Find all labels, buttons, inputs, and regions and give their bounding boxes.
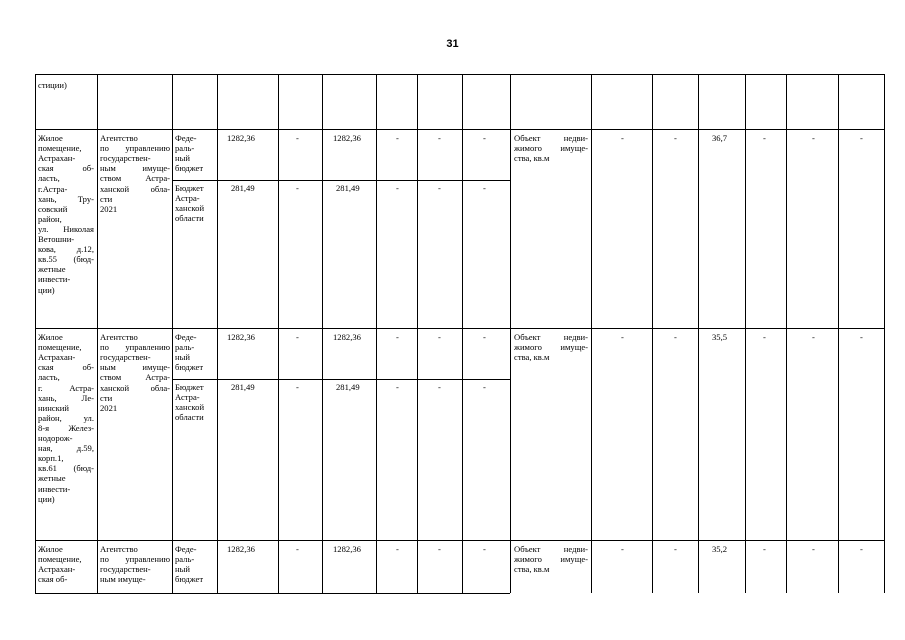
indicator-value: - (763, 133, 766, 143)
indicator-name-text: Объект недви- (514, 133, 588, 143)
table-right-border (884, 74, 885, 593)
object-address-text: совский (38, 203, 68, 214)
funding-source-regional: ханской (175, 402, 205, 413)
table-column-border (698, 74, 699, 593)
table-row-separator (35, 129, 885, 130)
object-address-text: инвести- (38, 274, 71, 285)
responsible-agency-text: 2021 (100, 402, 118, 413)
funding-value-federal: 1282,36 (333, 544, 361, 554)
indicator-name-text: жимого имуще- (514, 342, 588, 353)
funding-value-federal: - (483, 133, 486, 143)
object-address-text: кова, д.12, (38, 244, 94, 255)
table-column-border (172, 74, 173, 593)
object-address-text: ции) (38, 493, 55, 504)
funding-value-federal: 1282,36 (333, 133, 361, 143)
responsible-agency-text: Агентство (100, 332, 138, 342)
indicator-name-text: Объект недви- (514, 544, 588, 554)
table-column-border (35, 74, 36, 593)
object-address-text: инвести- (38, 483, 71, 494)
funding-value-regional: 281,49 (231, 382, 255, 392)
funding-value-regional: - (296, 183, 299, 193)
object-address-text: район, ул. (38, 412, 94, 423)
indicator-value: 35,5 (712, 332, 728, 342)
funding-source-regional: ханской (175, 203, 205, 214)
funding-source-federal: бюджет (175, 574, 204, 585)
indicator-value: - (812, 544, 815, 554)
indicator-name-text: ства, кв.м (514, 153, 550, 164)
funding-source-federal: Феде- (175, 133, 197, 143)
table-bottom-border (35, 593, 510, 594)
responsible-agency-text: Агентство (100, 133, 138, 143)
indicator-name-text: ства, кв.м (514, 564, 550, 575)
responsible-agency-text: 2021 (100, 203, 118, 214)
funding-value-federal: - (396, 133, 399, 143)
object-address-text: хань, Тру- (38, 193, 94, 204)
funding-value-federal: - (396, 544, 399, 554)
indicator-name-text: жимого имуще- (514, 554, 588, 565)
object-address-text: помещение, (38, 342, 82, 353)
indicator-name-text: Объект недви- (514, 332, 588, 342)
table-column-border (786, 74, 787, 593)
funding-value-regional: - (438, 382, 441, 392)
object-address-text: нинский (38, 402, 69, 413)
indicator-value: 36,7 (712, 133, 728, 143)
funding-value-federal: - (483, 544, 486, 554)
funding-source-regional: Бюджет (175, 382, 204, 392)
responsible-agency-text: государствен- (100, 153, 151, 164)
indicator-value: - (812, 133, 815, 143)
funding-source-regional: области (175, 412, 204, 423)
responsible-agency-text: по управлению (100, 554, 170, 565)
object-address-text: жетные (38, 264, 66, 275)
object-address-text: кв.61 (бюд- (38, 463, 94, 474)
object-address-text: ская об- (38, 362, 94, 373)
object-address-text: Астрахан- (38, 352, 76, 363)
funding-value-regional: - (296, 382, 299, 392)
object-text: стиции) (38, 80, 67, 90)
object-address-text: жетные (38, 473, 66, 484)
responsible-agency-text: ством Астра- (100, 173, 170, 184)
funding-source-federal: раль- (175, 342, 195, 353)
responsible-agency-text: сти (100, 193, 113, 204)
table-column-border (417, 74, 418, 593)
indicator-value: - (860, 544, 863, 554)
table-column-border (462, 74, 463, 593)
object-address-text: Ветошни- (38, 234, 75, 244)
object-address-text: нодорож- (38, 433, 73, 443)
funding-value-federal: - (296, 133, 299, 143)
indicator-value: - (674, 133, 677, 143)
object-address-text: район, (38, 213, 62, 224)
funding-value-federal: 1282,36 (227, 332, 255, 342)
object-address-text: ная, д.59, (38, 443, 94, 454)
indicator-value: - (860, 332, 863, 342)
object-address-text: кв.55 (бюд- (38, 254, 94, 265)
table-column-border (322, 74, 323, 593)
responsible-agency-text: по управлению (100, 342, 170, 353)
table-subrow-separator (172, 379, 510, 380)
indicator-value: - (674, 544, 677, 554)
funding-value-federal: - (396, 332, 399, 342)
funding-value-regional: - (483, 382, 486, 392)
responsible-agency-text: государствен- (100, 564, 151, 575)
funding-value-regional: - (438, 183, 441, 193)
funding-source-federal: ный (175, 352, 190, 363)
responsible-agency-text: ством Астра- (100, 372, 170, 383)
funding-value-regional: - (396, 382, 399, 392)
table-column-border (652, 74, 653, 593)
table-row-separator (35, 328, 885, 329)
table-column-border (838, 74, 839, 593)
object-address-text: Жилое (38, 332, 63, 342)
responsible-agency-text: ным имуще- (100, 574, 146, 585)
funding-value-federal: - (296, 544, 299, 554)
funding-source-federal: Феде- (175, 544, 197, 554)
object-address-text: Жилое (38, 133, 63, 143)
indicator-value: - (621, 133, 624, 143)
table-column-border (745, 74, 746, 593)
responsible-agency-text: ханской обла- (100, 183, 170, 194)
object-address-text: ции) (38, 284, 55, 295)
object-address-text: Жилое (38, 544, 63, 554)
object-address-text: Астрахан- (38, 564, 76, 575)
table-column-border (591, 74, 592, 593)
indicator-name-text: жимого имуще- (514, 143, 588, 154)
indicator-value: 35,2 (712, 544, 728, 554)
object-address-text: помещение, (38, 143, 82, 154)
object-address-text: ласть, (38, 173, 60, 184)
responsible-agency-text: сти (100, 392, 113, 403)
page-number: 31 (446, 38, 459, 50)
funding-value-regional: 281,49 (231, 183, 255, 193)
object-address-text: ласть, (38, 372, 60, 383)
funding-value-federal: - (438, 544, 441, 554)
funding-source-regional: Бюджет (175, 183, 204, 193)
funding-source-regional: области (175, 213, 204, 224)
table-top-border (35, 74, 885, 75)
indicator-name-text: ства, кв.м (514, 352, 550, 363)
funding-value-regional: 281,49 (336, 382, 360, 392)
table-subrow-separator (172, 180, 510, 181)
funding-source-federal: ный (175, 564, 190, 575)
funding-source-regional: Астра- (175, 193, 200, 204)
funding-value-federal: 1282,36 (227, 133, 255, 143)
object-address-text: г. Астра- (38, 382, 94, 393)
indicator-value: - (812, 332, 815, 342)
funding-source-federal: бюджет (175, 163, 204, 174)
table-column-border (97, 74, 98, 593)
responsible-agency-text: государствен- (100, 352, 151, 363)
indicator-value: - (763, 544, 766, 554)
funding-source-federal: Феде- (175, 332, 197, 342)
funding-value-federal: - (438, 332, 441, 342)
responsible-agency-text: ным имуще- (100, 362, 170, 373)
funding-value-federal: - (438, 133, 441, 143)
funding-value-regional: 281,49 (336, 183, 360, 193)
object-address-text: 8-я Желез- (38, 422, 94, 433)
funding-value-regional: - (396, 183, 399, 193)
funding-source-regional: Астра- (175, 392, 200, 403)
funding-source-federal: бюджет (175, 362, 204, 373)
funding-value-regional: - (483, 183, 486, 193)
funding-source-federal: ный (175, 153, 190, 164)
funding-value-federal: 1282,36 (227, 544, 255, 554)
indicator-value: - (674, 332, 677, 342)
object-address-text: Астрахан- (38, 153, 76, 164)
funding-source-federal: раль- (175, 143, 195, 154)
table-row-separator (35, 540, 885, 541)
table-column-border (376, 74, 377, 593)
indicator-value: - (621, 332, 624, 342)
indicator-value: - (860, 133, 863, 143)
responsible-agency-text: ным имуще- (100, 163, 170, 174)
object-address-text: ул. Николая (38, 223, 94, 234)
funding-value-federal: - (483, 332, 486, 342)
table-column-border (217, 74, 218, 593)
indicator-value: - (763, 332, 766, 342)
responsible-agency-text: ханской обла- (100, 382, 170, 393)
responsible-agency-text: по управлению (100, 143, 170, 154)
funding-value-federal: - (296, 332, 299, 342)
object-address-text: хань, Ле- (38, 392, 94, 403)
funding-source-federal: раль- (175, 554, 195, 565)
funding-value-federal: 1282,36 (333, 332, 361, 342)
indicator-value: - (621, 544, 624, 554)
object-address-text: ская об- (38, 574, 68, 585)
table-column-border (510, 74, 511, 593)
table-column-border (278, 74, 279, 593)
object-address-text: помещение, (38, 554, 82, 565)
object-address-text: корп.1, (38, 453, 64, 464)
object-address-text: ская об- (38, 163, 94, 174)
responsible-agency-text: Агентство (100, 544, 138, 554)
object-address-text: г.Астра- (38, 183, 68, 194)
